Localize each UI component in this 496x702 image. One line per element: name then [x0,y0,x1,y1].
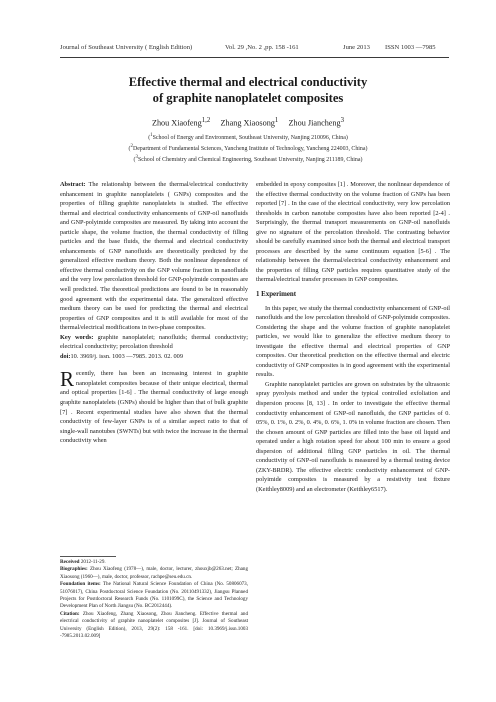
intro-paragraph [60,369,248,445]
affiliation-3: ($^3$School of Chemistry and Chemical Engineering, Southeast University, Nanjing 211189, China) [133,155,363,163]
author-name: Zhou Xiaofeng [151,118,202,128]
experiment-paragraph-2: Graphite nanoplatelet particles are grown on substrates by the ultrasonic spray pyrolysis method and under the typical controlled exfoliation and dispersion process [8, 13] . In order to investigate the effective thermal conductivity enhancement of GNP-oil nanofluids, the GNP particles of 0. 05%, 0. 1%, 0. 2%, 0. 4%, 0. 6%, 1. 0% in volume fraction are chosen. Then the chosen amount of GNP particles are filled into the base oil liquid and operated under a high rotation speed for about 100 min to ensure a good dispersion of additional filling GNP particles in oil. The thermal conductivity of GNP-oil nanofluids is measured by a thermal testing device (ZKY-BRDR). The effective electric conductivity enhancement of GNP-polyimide composites is measured by a resistivity test fixture (Keithley8009) and an electrometer (Keithley6517). [256,380,450,493]
section-heading: 1 Experiment [256,291,296,299]
journal-name: Journal of Southeast University ( English Edition) [60,44,193,51]
keywords: Key words: graphite nanoplatelet; nanofluids; thermal conductivity; electrical conductivity; percolation threshold [60,333,248,351]
paper-title-line-1: Effective thermal and electrical conductivity [128,75,368,89]
issn: ISSN 1003 —7985 [385,44,436,51]
footnotes [60,559,248,640]
intro-text-right: embedded in epoxy composites [1] . Moreover, the nonlinear dependence of the effective thermal conductivity on the volume fraction of GNPs has been reported [7] . In the case of the electrical conductivity, very low percolation thresholds in carbon nanotube composites have also been reported [2-4] . Surprisingly, the thermal transport measurements on GNP-oil nanofluids give no signature of the percolation threshold. The contrasting behavior should be carefully examined since both the thermal and electrical transport processes are described by the same continuum equation [5-6] . The relationship between the thermal/electrical conductivity enhancement and the properties of filling GNP particles requires quantitative study of the thermal/electrical transfer processes in GNP composites. [256,181,450,284]
intro-text-left: ecently, there has been an increasing interest in graphite nanoplatelet composites because of their unique electrical, thermal and optical properties [1-6] . The thermal conductivity of large enough graphite nanoplatelets (GNPs) should be higher than that of bulk graphite [7] . Recent experimental studies have also shown that the thermal conductivity of few-layer GNPs is of a similar aspect ratio to that of single-wall nanotubes (SWNTs) but with twice the increase in the thermal conductivity when [60,370,248,445]
left-column [60,180,248,446]
abstract: Abstract: The relationship between the thermal/electrical conductivity enhancement in graphite nanoplatelets ( GNPs) composites and the properties of filling graphite nanoplatelets is studied. The effective thermal and electrical conductivity enhancements of GNP-oil nanofluids and GNP-polyimide composites are measured. By taking into account the particle shape, the volume fraction, the thermal conductivity of filling particles and the base fluids, the thermal and electrical conductivity enhancements of GNP nanofluids are theoretically predicted by the generalized effective medium theory. Both the nonlinear dependence of effective thermal conductivity on the GNP volume fraction in nanofluids and the very low percolation threshold for GNP-polyimide composites are well predicted. The theoretical predictions are found to be in reasonably good agreement with the experimental data. The generalized effective medium theory can be used for predicting the thermal and electrical properties of GNP composites and it is still available for most of the thermal/electrical modifications in two-phase composites. [60,181,248,332]
biographies: Biographies: Zhou Xiaofeng (1978—), male, doctor, lecturer, zhouxjb@263.net; Zhang Xiaosong (1960—), male, doctor, professor, rachpe@seu.edu.cn. [60,566,249,580]
author-list: Zhou Xiaofeng$^{1,2}$ Zhang Xiaosong$^1$ Zhou Jiancheng$^3$ [151,117,345,128]
header-rule [60,57,449,58]
affiliation-2: ($^2$Department of Fundamental Sciences, Yancheng Institute of Technology, Yancheng 224003, China) [128,144,368,152]
received-date: Received 2012-11-29. [60,559,106,565]
author-name: Zhou Jiancheng [288,118,341,128]
paper-title-line-2: of graphite nanoplatelet composites [152,91,344,105]
doi: doi:10. 3969/j. issn. 1003 —7985. 2013. 02. 009 [60,352,183,360]
author-name: Zhang Xiaosong [220,118,275,128]
affiliation-1: ($^1$School of Energy and Environment, Southeast University, Nanjing 210096, China) [148,133,348,141]
footnote-rule [60,556,116,557]
experiment-paragraph-1: In this paper, we study the thermal conductivity enhancement of GNP-oil nanofluids and the low percolation threshold of GNP-polyimide composites. Considering the shape and the volume fraction of graphite nanoplatelet particles, we would like to generalize the effective medium theory to investigate the effective thermal and electrical properties of GNP composites. Our theoretical prediction on the effective thermal and electric conductivity of GNP composites is in good agreement with the experimental results. [256,304,450,379]
issue-date: June 2013 [343,44,370,51]
citation: Citation: Zhou Xiaofeng, Zhang Xiaosong, Zhou Jiancheng. Effective thermal and electrical conductivity of graphite nanoplatelet composites [J]. Journal of Southeast University (English Edition), 2013, 29(2): 158 -161. [doi: 10.3969/j.issn.1003 -7985.2013.02.009] [60,610,248,640]
right-column [256,180,450,495]
running-header [0,44,496,56]
intro-continuation [256,180,450,285]
foundation-items: Foundation items: The National Natural Science Foundation of China (No. 50806073, 51076017), China Postdoctoral Science Foundation (No. 20110491332), Jiangsu Planned Projects for Postdoctoral Research Funds (No. 1101099C), the Science and Technology Development Plan of North Jiangsu (No. BC2012444). [60,581,249,610]
drop-cap: R [60,367,75,392]
volume-pages: Vol. 29 ,No. 2 ,pp. 158 -161 [225,44,299,51]
